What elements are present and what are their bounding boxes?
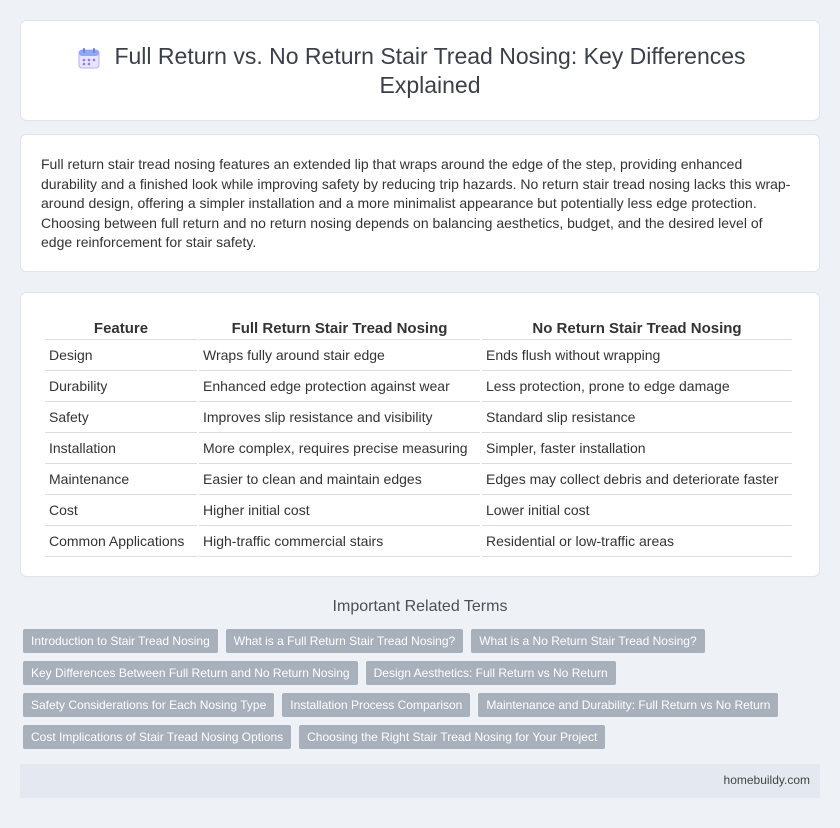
table-cell-no-return: Ends flush without wrapping [482,340,792,371]
table-header-no-return: No Return Stair Tread Nosing [482,317,792,340]
table-header-row [45,317,792,340]
related-term-tag[interactable]: What is a No Return Stair Tread Nosing? [471,629,704,653]
related-term-tag[interactable]: Choosing the Right Stair Tread Nosing for Your Project [299,725,605,749]
table-cell-no-return: Edges may collect debris and deteriorate faster [482,464,792,495]
related-term-tag[interactable]: Maintenance and Durability: Full Return vs No Return [478,693,778,717]
table-cell-full-return: Enhanced edge protection against wear [199,371,480,402]
table-cell-full-return: Higher initial cost [199,495,480,526]
related-term-tag[interactable]: Cost Implications of Stair Tread Nosing Options [23,725,291,749]
table-cell-feature: Common Applications [45,526,197,557]
table-row [45,495,792,526]
table-cell-no-return: Simpler, faster installation [482,433,792,464]
related-term-tag[interactable]: Safety Considerations for Each Nosing Type [23,693,274,717]
table-cell-full-return: Easier to clean and maintain edges [199,464,480,495]
page-title: Full Return vs. No Return Stair Tread Nosing: Key Differences Explained [114,43,746,98]
footer-site-link[interactable]: homebuildy.com [723,773,810,787]
table-row [45,433,792,464]
table-cell-full-return: Wraps fully around stair edge [199,340,480,371]
table-row [45,464,792,495]
footer [20,764,820,798]
related-terms-list [23,629,813,757]
table-header-full-return: Full Return Stair Tread Nosing [199,317,480,340]
table-cell-no-return: Lower initial cost [482,495,792,526]
related-term-tag[interactable]: What is a Full Return Stair Tread Nosing? [226,629,463,653]
table-cell-full-return: More complex, requires precise measuring [199,433,480,464]
table-cell-no-return: Less protection, prone to edge damage [482,371,792,402]
table-row [45,526,792,557]
comparison-table [43,317,794,557]
related-term-tag[interactable]: Design Aesthetics: Full Return vs No Return [366,661,616,685]
related-term-tag[interactable]: Installation Process Comparison [282,693,470,717]
table-row [45,371,792,402]
related-term-tag[interactable]: Introduction to Stair Tread Nosing [23,629,218,653]
related-terms-heading: Important Related Terms [332,598,508,615]
table-cell-full-return: High-traffic commercial stairs [199,526,480,557]
table-header-feature: Feature [45,317,197,340]
table-row [45,402,792,433]
intro-card [20,134,820,272]
title-card [20,20,820,121]
comparison-table-card [20,292,820,577]
table-cell-no-return: Residential or low-traffic areas [482,526,792,557]
table-row [45,340,792,371]
table-cell-feature: Installation [45,433,197,464]
table-cell-feature: Cost [45,495,197,526]
table-cell-feature: Durability [45,371,197,402]
intro-paragraph: Full return stair tread nosing features an extended lip that wraps around the edge of the step, providing enhanced durability and a finished look while improving safety by reducing trip hazards. No return stair tread nosing lacks this wrap-around design, offering a simpler installation and a more minimalist appearance but potentially less edge protection. Choosing between full return and no return nosing depends on balancing aesthetics, budget, and the desired level of edge reinforcement for stair safety. [41,156,791,250]
related-term-tag[interactable]: Key Differences Between Full Return and No Return Nosing [23,661,358,685]
table-cell-feature: Maintenance [45,464,197,495]
table-cell-full-return: Improves slip resistance and visibility [199,402,480,433]
table-cell-feature: Design [45,340,197,371]
table-cell-feature: Safety [45,402,197,433]
table-cell-no-return: Standard slip resistance [482,402,792,433]
